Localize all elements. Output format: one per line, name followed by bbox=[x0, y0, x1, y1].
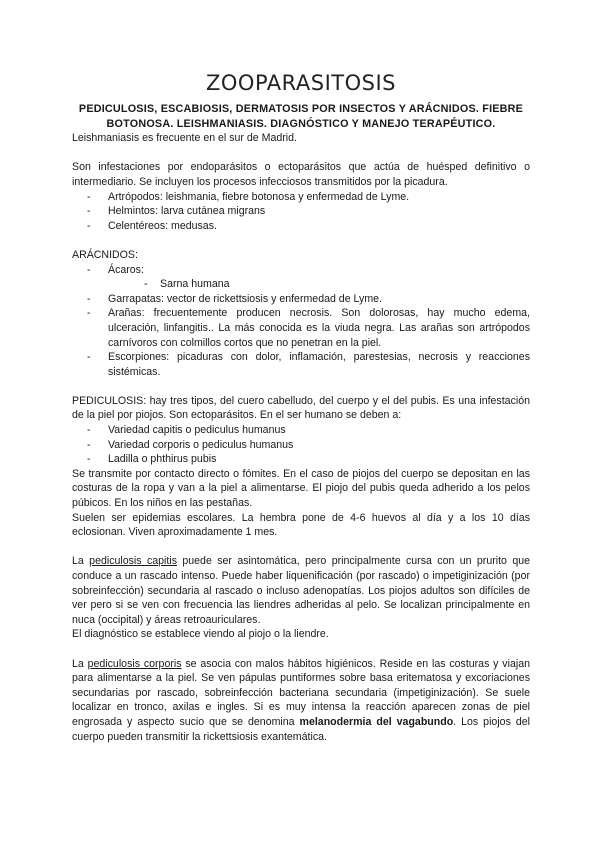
list-item: - Escorpiones: picaduras con dolor, inflamación, parestesias, necrosis y reacciones sistémicas. bbox=[87, 350, 530, 379]
definition-paragraph: Son infestaciones por endoparásitos o ectoparásitos que actúa de huésped definitivo o intermediario. Se incluyen los procesos infecciosos transmitidos por la picadura. bbox=[72, 161, 530, 188]
list-item: - Garrapatas: vector de rickettsiosis y enfermedad de Lyme. bbox=[87, 292, 530, 307]
pediculosis-types-list bbox=[72, 423, 530, 467]
capitis-term: pediculosis capitis bbox=[89, 555, 177, 568]
document-page bbox=[72, 70, 530, 744]
list-item: - Arañas: frecuentemente producen necrosis. Son dolorosas, hay mucho edema, ulceración, linfangitis.. La más conocida es la viuda negra. Las arañas son artrópodos carnívoros con colmillos cortos que no penetran en la piel. bbox=[87, 306, 530, 350]
epidemics-paragraph: Suelen ser epidemias escolares. La hembra pone de 4-6 huevos al día y a los 10 días eclosionan. Viven aproximadamente 1 mes. bbox=[72, 511, 530, 539]
list-item: - Artrópodos: leishmania, fiebre botonosa y enfermedad de Lyme. bbox=[87, 190, 530, 205]
acaros-sublist bbox=[72, 277, 530, 292]
list-item: - Ladilla o phthirus pubis bbox=[87, 452, 530, 467]
transmission-paragraph: Se transmite por contacto directo o fómites. En el caso de piojos del cuerpo se depositan en las costuras de la ropa y van a la piel a alimentarse. El piojo del pubis queda adherido a los pelos púbicos. En los niños en las pestañas. bbox=[72, 467, 530, 510]
intro-paragraph: Leishmaniasis es frecuente en el sur de Madrid. bbox=[72, 132, 297, 145]
aracnidos-list bbox=[72, 263, 530, 278]
aracnidos-list-cont bbox=[72, 292, 530, 380]
corporis-term: pediculosis corporis bbox=[87, 657, 182, 670]
page-title: ZOOPARASITOSIS bbox=[206, 71, 396, 95]
list-item: - Variedad capitis o pediculus humanus bbox=[87, 423, 530, 438]
list-item: - Variedad corporis o pediculus humanus bbox=[87, 438, 530, 453]
capitis-diagnosis: El diagnóstico se establece viendo al piojo o la liendre. bbox=[72, 628, 329, 641]
capitis-paragraph: La pediculosis capitis puede ser asintomática, pero principalmente cursa con un prurito que conduce a un rascado intenso. Puede haber liquenificación (por rascado) o impetiginización (por sobreinfección) secundaria al rascado o incluso adenopatías. Los piojos adultos son difíciles de ver pero si se ven con frecuencia las liendres adheridas al pelo. Se localizan principalmente en nuca (occipital) y áreas retroauriculares. bbox=[72, 555, 530, 626]
list-item: - Ácaros: bbox=[87, 263, 530, 278]
corporis-paragraph: La pediculosis corporis se asocia con malos hábitos higiénicos. Reside en las costuras y viajan para alimentarse a la piel. Se ven pápulas puntiformes sobre basa eritematosa y excoriaciones secundarias por rascado, sobreinfección bacteriana secundaria (impetiginización). Se suele localizar en tronco, axilas e ingles. Si es muy intensa la reacción aparecen zonas de piel engrosada y aspecto sucio que se denomina melanodermia del vagabundo. Los piojos del cuerpo pueden transmitir la rickettsiosis exantemática. bbox=[72, 657, 530, 743]
melanodermia-term: melanodermia del vagabundo bbox=[299, 715, 454, 728]
list-item: - Celentéreos: medusas. bbox=[87, 219, 530, 234]
pediculosis-intro: PEDICULOSIS: hay tres tipos, del cuero cabelludo, del cuerpo y el del pubis. Es una infestación de la piel por piojos. Son ectoparásitos. En el ser humano se deben a: bbox=[72, 394, 530, 422]
list-item: - Helmintos: larva cutánea migrans bbox=[87, 204, 530, 219]
page-subtitle: PEDICULOSIS, ESCABIOSIS, DERMATOSIS POR INSECTOS Y ARÁCNIDOS. FIEBRE BOTONOSA. LEISHMANIASIS. DIAGNÓSTICO Y MANEJO TERAPÉUTICO. bbox=[78, 103, 524, 130]
aracnidos-heading: ARÁCNIDOS: bbox=[72, 248, 138, 261]
groups-list bbox=[72, 190, 530, 234]
list-item: - Sarna humana bbox=[144, 277, 530, 292]
